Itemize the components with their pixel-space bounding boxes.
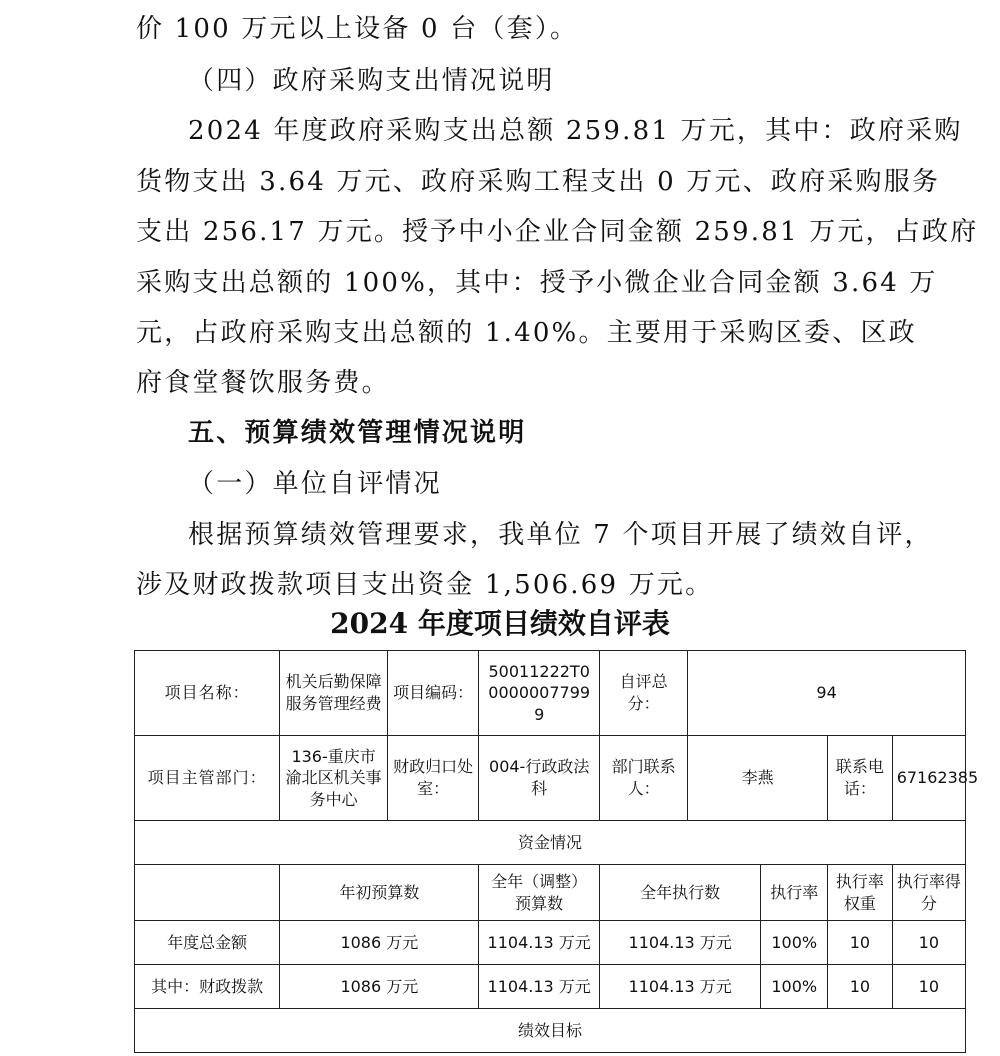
project-name: 机关后勤保障服务管理经费 <box>280 651 388 736</box>
project-row <box>135 651 966 736</box>
contact-label: 部门联系人： <box>599 736 687 821</box>
column-header-row <box>135 865 966 921</box>
self-score: 94 <box>688 651 966 736</box>
paragraph-line: 府食堂餐饮服务费。 <box>136 368 390 398</box>
performance-table <box>134 650 979 1053</box>
cell-rate: 100% <box>761 921 828 965</box>
funds-header: 资金情况 <box>135 821 966 865</box>
col-header: 全年（调整）预算数 <box>479 865 600 921</box>
cell-score: 10 <box>892 965 965 1009</box>
col-header: 执行率权重 <box>828 865 893 921</box>
col-header: 全年执行数 <box>599 865 760 921</box>
project-name-label: 项目名称： <box>135 651 280 736</box>
paragraph-line: 涉及财政拨款项目支出资金 1,506.69 万元。 <box>136 570 714 600</box>
table-row <box>135 921 966 965</box>
paragraph-line: 支出 256.17 万元。授予中小企业合同金额 259.81 万元，占政府 <box>136 217 979 247</box>
table-row <box>135 965 966 1009</box>
cell-executed: 1104.13 万元 <box>599 921 760 965</box>
chapter-heading: 五、预算绩效管理情况说明 <box>188 418 527 448</box>
cell-score: 10 <box>892 921 965 965</box>
goals-header-row <box>135 1009 966 1053</box>
row-label: 其中：财政拨款 <box>135 965 280 1009</box>
dept-label: 项目主管部门： <box>135 736 280 821</box>
paragraph-line: 价 100 万元以上设备 0 台（套）。 <box>136 14 579 44</box>
project-code: 50011222T000000077999 <box>479 651 600 736</box>
dept-row <box>135 736 966 821</box>
paragraph-line: 根据预算绩效管理要求，我单位 7 个项目开展了绩效自评， <box>188 520 933 550</box>
cell-initial: 1086 万元 <box>280 965 479 1009</box>
dept-value: 136-重庆市渝北区机关事务中心 <box>280 736 388 821</box>
cell-initial: 1086 万元 <box>280 921 479 965</box>
cell-executed: 1104.13 万元 <box>599 965 760 1009</box>
cell-rate: 100% <box>761 965 828 1009</box>
funds-header-row <box>135 821 966 865</box>
table-title: 2024 年度项目绩效自评表 <box>330 607 670 640</box>
cell-adjusted: 1104.13 万元 <box>479 965 600 1009</box>
paragraph-line: 2024 年度政府采购支出总额 259.81 万元，其中：政府采购 <box>188 116 963 146</box>
empty-header-cell <box>135 865 280 921</box>
cell-weight: 10 <box>828 965 893 1009</box>
cell-weight: 10 <box>828 921 893 965</box>
goals-header: 绩效目标 <box>135 1009 966 1053</box>
col-header: 年初预算数 <box>280 865 479 921</box>
phone-label: 联系电话： <box>828 736 893 821</box>
score-label: 自评总分： <box>599 651 687 736</box>
contact-value: 李燕 <box>688 736 828 821</box>
section-heading: （一）单位自评情况 <box>188 469 442 499</box>
col-header: 执行率 <box>761 865 828 921</box>
paragraph-line: 货物支出 3.64 万元、政府采购工程支出 0 万元、政府采购服务 <box>136 167 941 197</box>
office-label: 财政归口处室： <box>387 736 478 821</box>
office-value: 004-行政政法科 <box>479 736 600 821</box>
paragraph-line: 采购支出总额的 100%，其中：授予小微企业合同金额 3.64 万 <box>136 268 938 298</box>
col-header: 执行率得分 <box>892 865 965 921</box>
row-label: 年度总金额 <box>135 921 280 965</box>
cell-adjusted: 1104.13 万元 <box>479 921 600 965</box>
paragraph-line: 元，占政府采购支出总额的 1.40%。主要用于采购区委、区政 <box>136 318 917 348</box>
section-heading: （四）政府采购支出情况说明 <box>188 66 555 96</box>
project-code-label: 项目编码： <box>387 651 478 736</box>
phone-value: 67162385 <box>892 736 965 821</box>
